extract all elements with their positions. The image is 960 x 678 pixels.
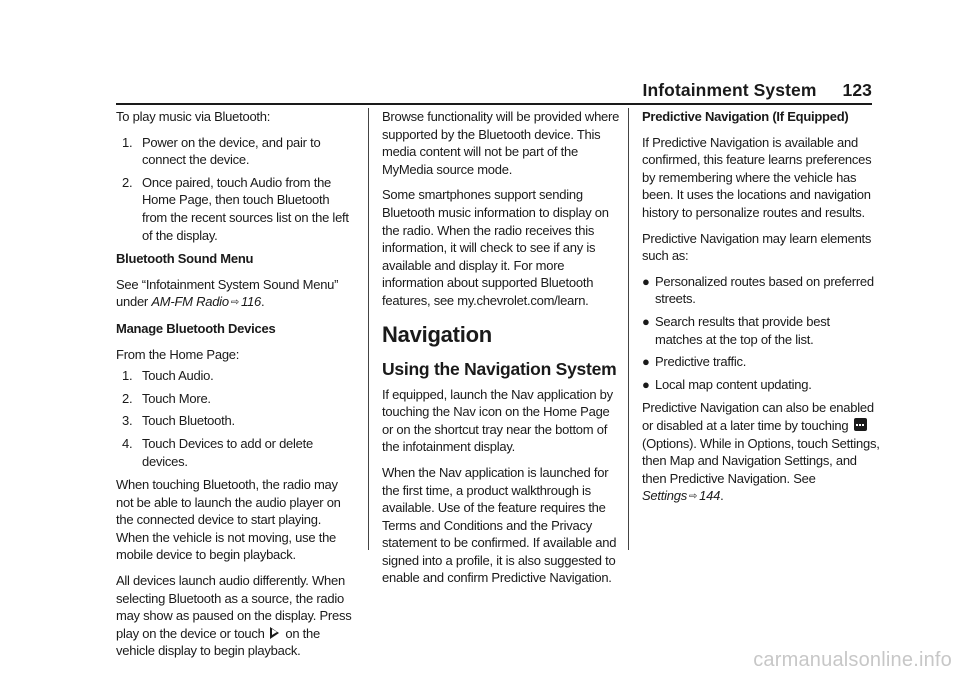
nav-launch-paragraph: If equipped, launch the Nav application by touching the Nav icon on the Home Page or on the shortcut tray near the bottom of the infotainment display. xyxy=(382,386,613,455)
section-name: Infotainment System xyxy=(642,80,817,100)
options-icon xyxy=(854,418,867,431)
running-head xyxy=(642,80,872,101)
step-text: Touch Bluetooth. xyxy=(142,413,235,429)
section-title: Navigation xyxy=(382,321,492,347)
learn-elements-paragraph: Predictive Navigation may learn elements such as: xyxy=(642,230,872,264)
nav-walkthrough-paragraph: When the Nav application is launched for the first time, a product walkthrough is available. Use of the feature requires the Terms and Conditions and the Privacy statement to be confirmed. If available and signed into a profile, it is also suggested to enable and confirm Predictive Navigation. xyxy=(382,464,617,586)
subsection-title: Using the Navigation System xyxy=(382,358,617,379)
play-steps-list xyxy=(116,134,354,245)
step-number: 2. xyxy=(122,174,133,190)
elements-list xyxy=(642,273,880,394)
enable-later-paragraph xyxy=(642,399,880,506)
list-item xyxy=(642,353,880,371)
bullet-text: Predictive traffic. xyxy=(655,354,747,370)
launch-text: All devices launch audio differently. When selecting Bluetooth as a source, the radio may show as paused on the display. Press play on the device or touch xyxy=(116,573,352,641)
launch-text-end: on the vehicle display to begin playback. xyxy=(116,625,321,659)
step-text: Touch Audio. xyxy=(142,368,214,384)
list-item xyxy=(116,435,354,470)
browse-paragraph: Browse functionality will be provided where supported by the Bluetooth device. This media content will not be part of the MyMedia source mode. xyxy=(382,109,620,177)
step-text: Power on the device, and pair to connect the device. xyxy=(142,134,321,168)
list-item xyxy=(642,376,880,394)
sound-menu-heading: Bluetooth Sound Menu xyxy=(116,251,254,267)
manage-steps-list xyxy=(116,367,354,470)
xref-arrow-icon: ⇨ xyxy=(230,297,239,309)
enable-text-mid: (Options). While in Options, touch Settings, then Map and Navigation Settings, and then Predictive Navigation. See xyxy=(642,435,880,486)
sound-menu-text: See “Infotainment System Sound Menu” under xyxy=(116,276,339,310)
xref-arrow-icon: ⇨ xyxy=(688,491,698,503)
page-ref-link[interactable]: 144 xyxy=(699,488,721,504)
step-number: 2. xyxy=(122,390,133,406)
bullet-icon: ● xyxy=(642,376,650,392)
column-3 xyxy=(642,108,880,514)
from-home-text: From the Home Page: xyxy=(116,346,240,362)
list-item xyxy=(116,174,354,244)
am-fm-radio-link[interactable]: AM-FM Radio xyxy=(151,294,229,310)
predictive-nav-paragraph: If Predictive Navigation is available and confirmed, this feature learns preferences by remembering where the vehicle has been. It uses the locations and navigation history to personalize routes and results. xyxy=(642,134,872,220)
bluetooth-intro: To play music via Bluetooth: xyxy=(116,109,271,124)
touching-bluetooth-paragraph: When touching Bluetooth, the radio may not be able to launch the audio player on the connected device to start playing. When the vehicle is not moving, use the mobile device to begin playback. xyxy=(116,477,341,563)
list-item xyxy=(642,313,880,348)
bullet-icon: ● xyxy=(642,354,650,370)
step-number: 1. xyxy=(122,368,133,384)
bullet-icon: ● xyxy=(642,313,650,329)
list-item xyxy=(116,134,354,169)
list-item xyxy=(116,390,354,408)
column-2 xyxy=(382,108,620,595)
launch-audio-paragraph xyxy=(116,572,354,660)
step-number: 4. xyxy=(122,435,133,451)
step-number: 1. xyxy=(122,134,133,150)
settings-link[interactable]: Settings xyxy=(642,488,687,504)
column-divider xyxy=(368,108,369,550)
watermark: carmanualsonline.info xyxy=(753,649,952,671)
enable-text: Predictive Navigation can also be enabled or disabled at a later time by touching xyxy=(642,400,874,433)
bullet-text: Personalized routes based on preferred streets. xyxy=(655,273,874,307)
list-item xyxy=(642,273,880,308)
smartphone-paragraph: Some smartphones support sending Bluetooth music information to display on the radio. When the radio receives this information, it will check to see if any is available and display it. For more information about supported Bluetooth features, see my.chevrolet.com/learn. xyxy=(382,187,609,308)
bullet-icon: ● xyxy=(642,273,650,289)
manage-devices-heading: Manage Bluetooth Devices xyxy=(116,320,276,336)
column-1 xyxy=(116,108,354,668)
page-ref-link[interactable]: 116 xyxy=(240,294,261,310)
column-divider xyxy=(628,108,629,550)
step-number: 3. xyxy=(122,413,133,429)
bullet-text: Local map content updating. xyxy=(655,376,812,392)
list-item xyxy=(116,412,354,430)
page-number: 123 xyxy=(842,80,872,100)
predictive-nav-heading: Predictive Navigation (If Equipped) xyxy=(642,109,849,124)
play-icon xyxy=(270,627,279,639)
step-text: Once paired, touch Audio from the Home Page, then touch Bluetooth from the recent sources list on the left of the display. xyxy=(142,174,349,243)
punctuation: . xyxy=(260,294,265,310)
sound-menu-paragraph xyxy=(116,276,354,312)
step-text: Touch Devices to add or delete devices. xyxy=(142,435,313,469)
header-rule xyxy=(116,103,872,105)
punctuation: . xyxy=(720,488,724,504)
bullet-text: Search results that provide best matches at the top of the list. xyxy=(655,313,830,347)
step-text: Touch More. xyxy=(142,390,211,406)
list-item xyxy=(116,367,354,385)
